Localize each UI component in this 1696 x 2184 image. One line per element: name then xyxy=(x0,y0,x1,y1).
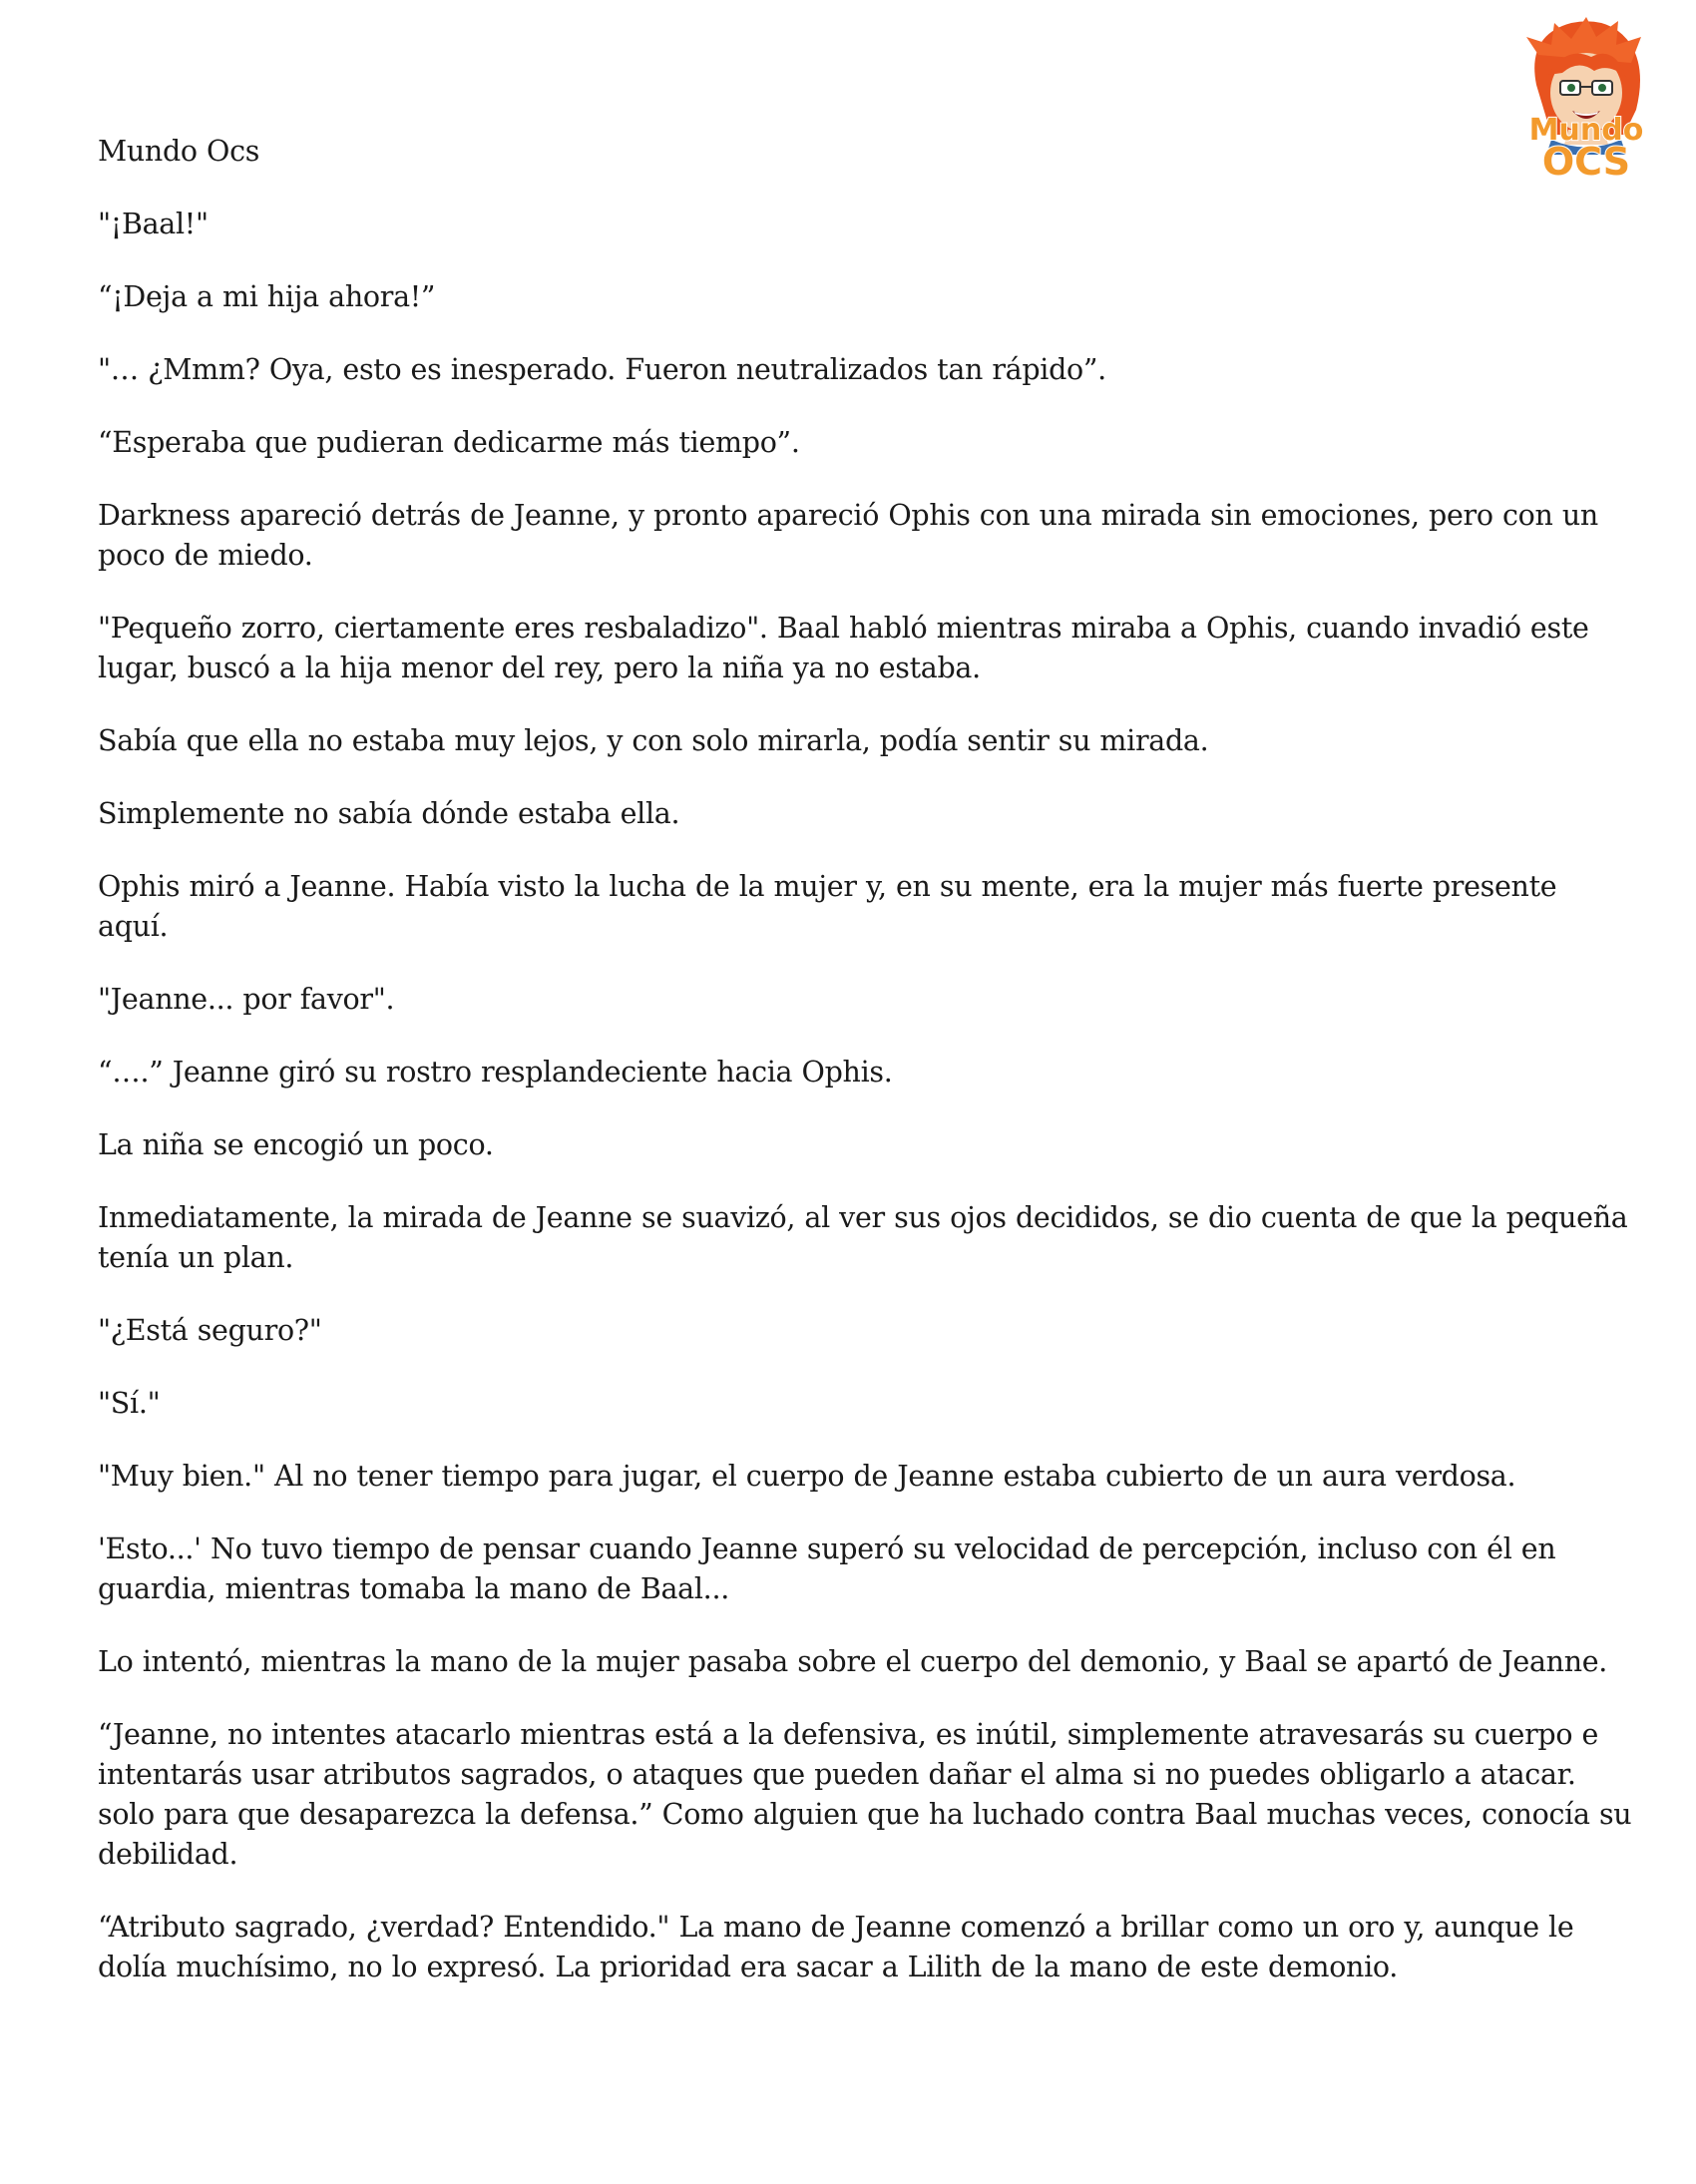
paragraph: “Atributo sagrado, ¿verdad? Entendido." La mano de Jeanne comenzó a brillar como un oro y, aunque le dolía muchísimo, no lo expresó. La prioridad era sacar a Lilith de la mano de este demonio. xyxy=(98,1911,1574,1983)
paragraph: "Muy bien." Al no tener tiempo para jugar, el cuerpo de Jeanne estaba cubierto de un aura verdosa. xyxy=(98,1460,1516,1493)
paragraph: "Sí." xyxy=(98,1387,161,1420)
paragraph: "Pequeño zorro, ciertamente eres resbaladizo". Baal habló mientras miraba a Ophis, cuando invadió este lugar, buscó a la hija menor del rey, pero la niña ya no estaba. xyxy=(98,612,1589,684)
paragraph: Darkness apareció detrás de Jeanne, y pronto apareció Ophis con una mirada sin emociones, pero con un poco de miedo. xyxy=(98,499,1598,572)
logo-line2: OCS xyxy=(1541,140,1631,184)
paragraph: Lo intentó, mientras la mano de la mujer pasaba sobre el cuerpo del demonio, y Baal se apartó de Jeanne. xyxy=(98,1645,1608,1678)
paragraph: "… ¿Mmm? Oya, esto es inesperado. Fueron neutralizados tan rápido”. xyxy=(98,353,1106,386)
paragraph: Mundo Ocs xyxy=(98,135,260,168)
paragraph: 'Esto...' No tuvo tiempo de pensar cuando Jeanne superó su velocidad de percepción, incluso con él en guardia, mientras tomaba la mano de Baal... xyxy=(98,1532,1556,1605)
paragraph: Ophis miró a Jeanne. Había visto la lucha de la mujer y, en su mente, era la mujer más fuerte presente aquí. xyxy=(98,870,1557,943)
paragraph: La niña se encogió un poco. xyxy=(98,1128,494,1161)
paragraph: "Jeanne... por favor". xyxy=(98,983,395,1016)
paragraph: “¡Deja a mi hija ahora!” xyxy=(98,280,436,313)
paragraph: Inmediatamente, la mirada de Jeanne se suavizó, al ver sus ojos decididos, se dio cuenta de que la pequeña tenía un plan. xyxy=(98,1201,1628,1274)
paragraph: "¿Está seguro?" xyxy=(98,1314,322,1347)
document-body xyxy=(98,132,1634,2020)
paragraph: “Jeanne, no intentes atacarlo mientras está a la defensiva, es inútil, simplemente atravesarás su cuerpo e intentarás usar atributos sagrados, o ataques que pueden dañar el alma si no puedes obligarlo a atacar. solo para que desaparezca la defensa.” Como alguien que ha luchado contra Baal muchas veces, conocía su debilidad. xyxy=(98,1718,1632,1871)
paragraph: "¡Baal!" xyxy=(98,208,209,240)
paragraph: Sabía que ella no estaba muy lejos, y con solo mirarla, podía sentir su mirada. xyxy=(98,724,1209,757)
logo-line1: Mundo xyxy=(1528,113,1644,148)
paragraph: “….” Jeanne giró su rostro resplandeciente hacia Ophis. xyxy=(98,1056,893,1089)
paragraph: Simplemente no sabía dónde estaba ella. xyxy=(98,797,680,830)
paragraph: “Esperaba que pudieran dedicarme más tiempo”. xyxy=(98,426,800,459)
